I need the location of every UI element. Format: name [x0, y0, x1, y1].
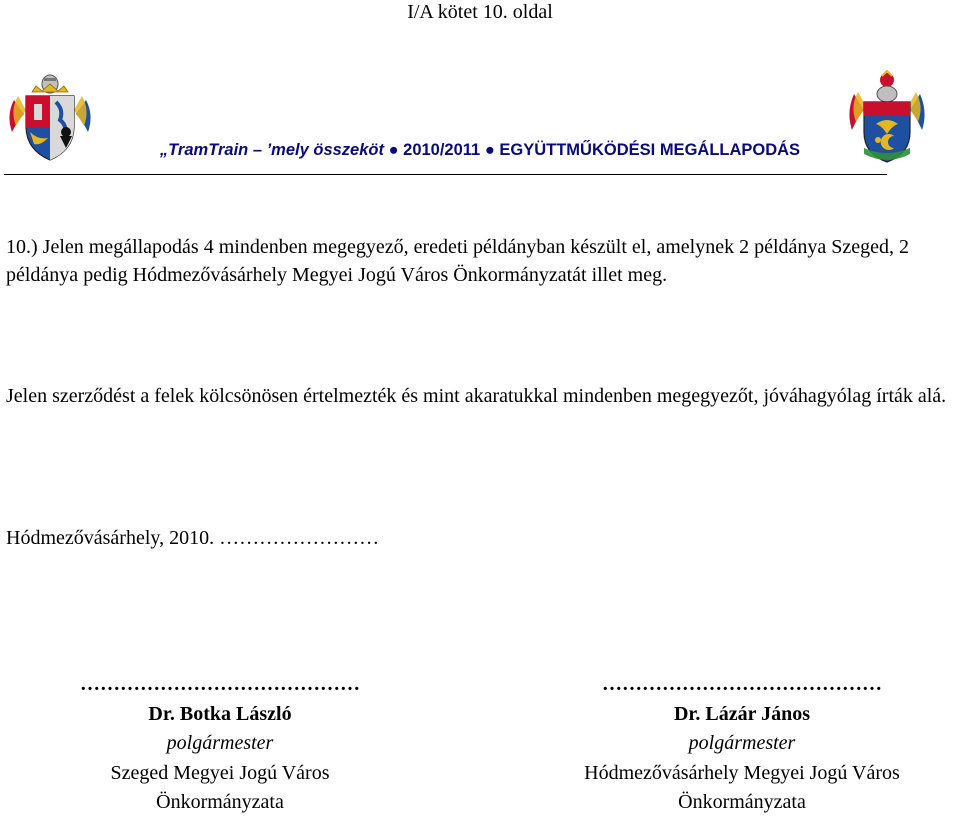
paragraph-approval-clause: Jelen szerződést a felek kölcsönösen értelmezték és mint akaratukkal mindenben megegyezőt, jóváhagyólag írták alá. — [6, 385, 947, 407]
paragraph-copies-clause: 10.) Jelen megállapodás 4 mindenben megegyező, eredeti példányban készült el, amelynek 2 példánya Szeged, 2 példánya pedig Hódmezővásárhely Megyei Jogú Város Önkormányzatát illet meg. — [6, 236, 910, 286]
banner-bullet-1: ● — [388, 141, 399, 159]
banner-year: 2010/2011 — [403, 141, 481, 159]
signatory-name: Dr. Lázár János — [673, 702, 811, 725]
header-divider — [4, 174, 887, 175]
signatory-organization: Szeged Megyei Jogú Város — [110, 761, 330, 784]
banner-project-title: „TramTrain – ’mely összeköt — [159, 141, 384, 159]
signature-block-szeged — [40, 670, 400, 818]
banner-document-type: EGYÜTTMŰKÖDÉSI MEGÁLLAPODÁS — [499, 141, 801, 159]
signatory-organization: Hódmezővásárhely Megyei Jogú Város — [584, 761, 900, 784]
signatory-name: Dr. Botka László — [148, 702, 292, 725]
signatory-organization-suffix: Önkormányzata — [678, 791, 806, 813]
place-and-date: Hódmezővásárhely, 2010. …………………… — [6, 527, 380, 549]
signatory-organization-suffix: Önkormányzata — [156, 791, 284, 813]
signature-line: …………………………………… — [602, 673, 882, 695]
signatory-role: polgármester — [688, 732, 796, 754]
signature-block-hodmezovasarhely — [520, 670, 960, 818]
signature-line: …………………………………… — [80, 673, 360, 695]
agreement-banner — [0, 141, 960, 160]
banner-bullet-2: ● — [484, 141, 495, 159]
signatory-role: polgármester — [166, 732, 274, 754]
page-reference: I/A kötet 10. oldal — [407, 1, 553, 23]
